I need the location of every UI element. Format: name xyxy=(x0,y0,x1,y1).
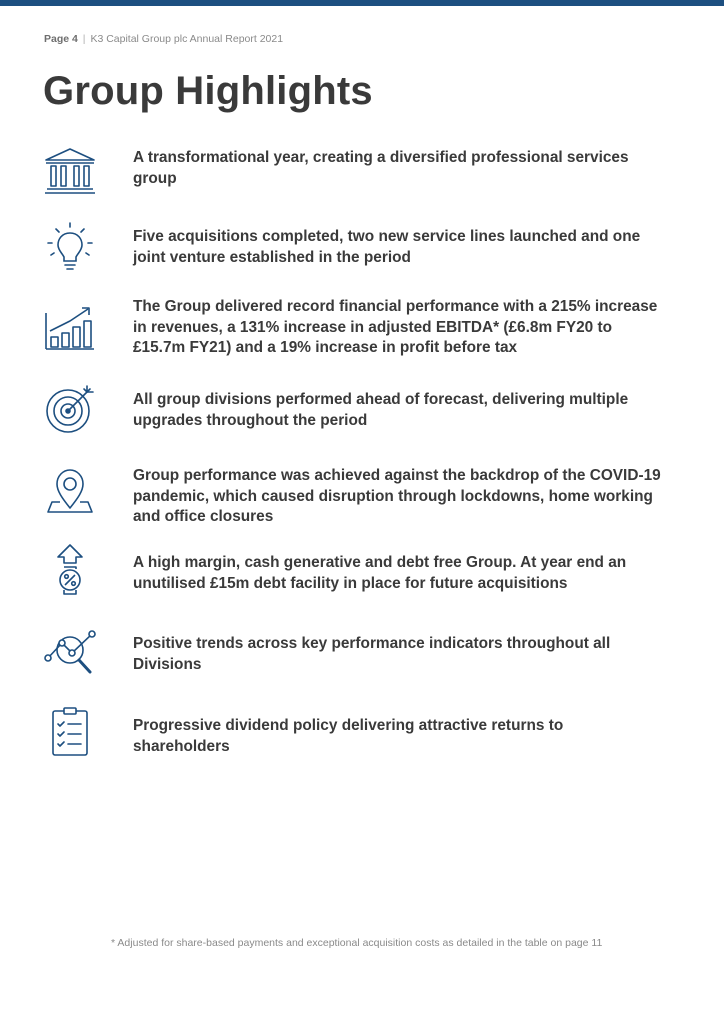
highlight-text: The Group delivered record financial performance with a 215% increase in revenues, a 131% increase in adjusted EBITDA* (£6.8m FY20 to £15.7m FY21) and a 19% increase in profit before tax xyxy=(133,298,658,356)
page-number: Page 4 xyxy=(44,33,78,45)
lightbulb-icon xyxy=(42,219,98,275)
highlight-text: A high margin, cash generative and debt free Group. At year end an unutilised £15m debt facility in place for future acquisitions xyxy=(133,554,627,592)
page-title: Group Highlights xyxy=(43,69,373,113)
report-title: K3 Capital Group plc Annual Report 2021 xyxy=(90,33,284,45)
highlight-text: Five acquisitions completed, two new service lines launched and one joint venture established in the period xyxy=(133,228,641,266)
top-accent-bar xyxy=(0,0,724,6)
trend-magnifier-icon xyxy=(42,626,98,682)
checklist-icon xyxy=(42,704,98,760)
percent-arrow-icon xyxy=(42,541,98,597)
growth-bar-chart-icon xyxy=(42,303,98,359)
highlight-text: Positive trends across key performance indicators throughout all Divisions xyxy=(133,635,611,673)
highlight-text: Group performance was achieved against the backdrop of the COVID-19 pandemic, which caused disruption through lockdowns, home working and office closures xyxy=(133,467,661,525)
bank-building-icon xyxy=(42,144,98,200)
target-arrow-icon xyxy=(42,380,98,436)
highlight-text: All group divisions performed ahead of forecast, delivering multiple upgrades throughout the period xyxy=(133,391,629,429)
header-separator: | xyxy=(82,33,86,45)
page-header xyxy=(44,33,283,45)
highlight-text: Progressive dividend policy delivering attractive returns to shareholders xyxy=(133,717,564,755)
map-pin-icon xyxy=(42,464,98,520)
highlight-text: A transformational year, creating a diversified professional services group xyxy=(133,149,629,187)
footnote: * Adjusted for share-based payments and exceptional acquisition costs as detailed in the table on page 11 xyxy=(111,937,603,949)
